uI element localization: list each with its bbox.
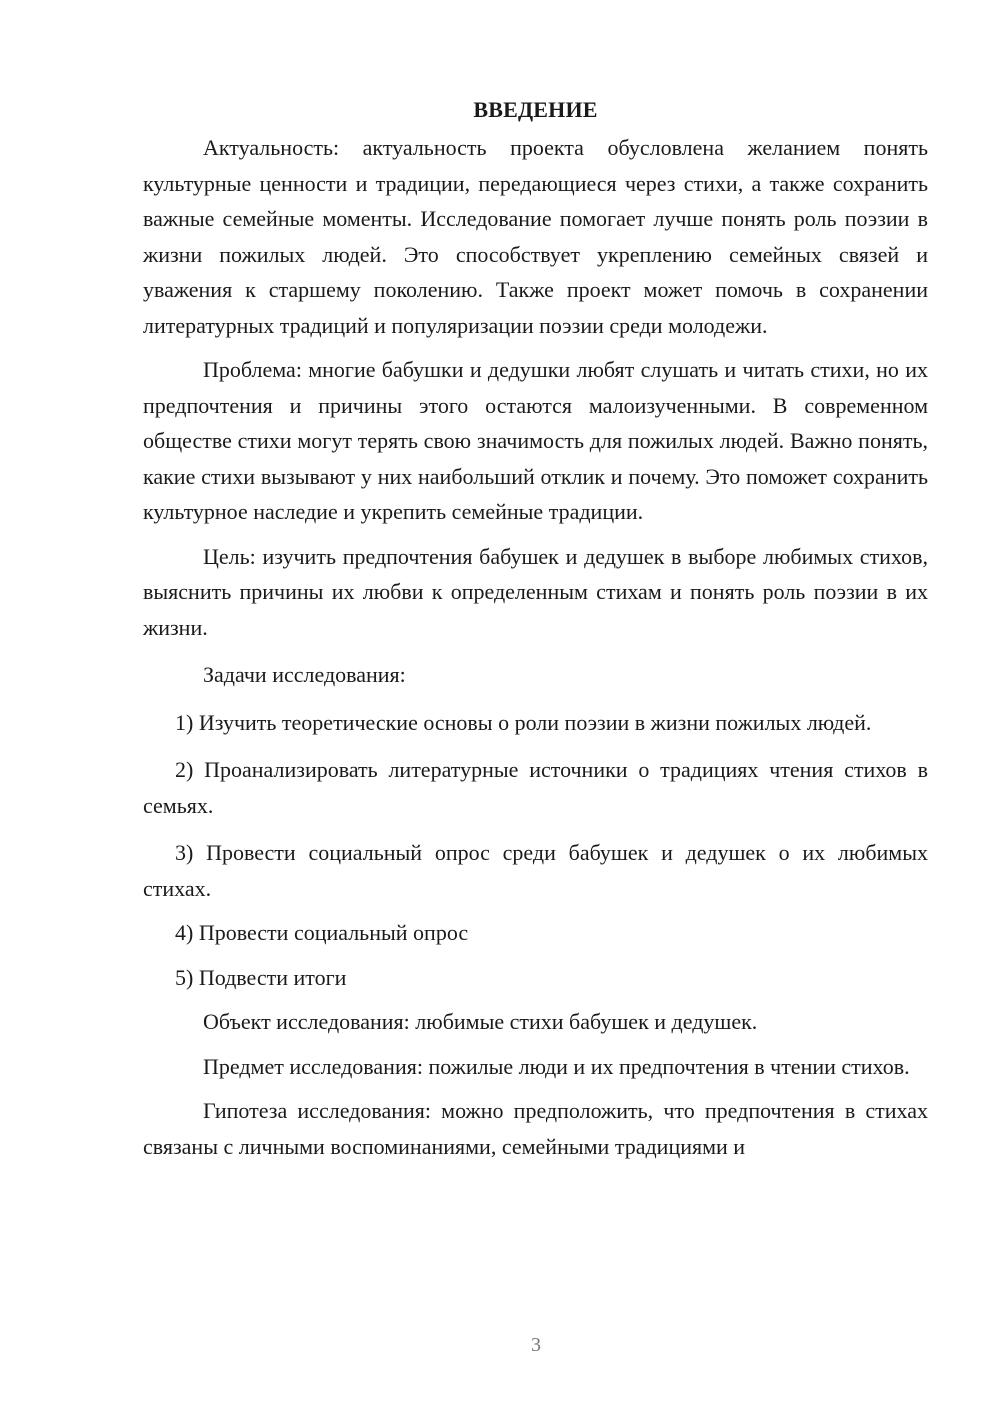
section-title: ВВЕДЕНИЕ (473, 97, 598, 122)
task-item-1: 1) Изучить теоретические основы о роли поэзии в жизни пожилых людей. (175, 709, 872, 735)
document-page (143, 92, 928, 1164)
page-number: 3 (531, 1334, 541, 1356)
object-paragraph: Объект исследования: любимые стихи бабушек и дедушек. (203, 1009, 758, 1034)
task-item-5: 5) Подвести итоги (175, 964, 347, 990)
task-item-4: 4) Провести социальный опрос (175, 920, 469, 945)
subject-paragraph: Предмет исследования: пожилые люди и их предпочтения в чтении стихов. (203, 1053, 910, 1079)
task-item-3: 3) Провести социальный опрос среди бабушек и дедушек о их любимых стихах. (143, 840, 928, 901)
tasks-heading: Задачи исследования: (203, 662, 406, 687)
hypothesis-paragraph: Гипотеза исследования: можно предположить, что предпочтения в стихах связаны с личными воспоминаниями, семейными традициями и (143, 1098, 928, 1159)
goal-paragraph: Цель: изучить предпочтения бабушек и дедушек в выборе любимых стихов, выяснить причины их любви к определенным стихам и понять роль поэзии в их жизни. (143, 543, 928, 640)
relevance-paragraph: Актуальность: актуальность проекта обусловлена желанием понять культурные ценности и традиции, передающиеся через стихи, а также сохранить важные семейные моменты. Исследование помогает лучше понять роль поэзии в жизни пожилых людей. Это способствует укреплению семейных связей и уважения к старшему поколению. Также проект может помочь в сохранении литературных традиций и популяризации поэзии среди молодежи. (143, 135, 928, 338)
problem-paragraph: Проблема: многие бабушки и дедушки любят слушать и читать стихи, но их предпочтения и причины этого остаются малоизученными. В современном обществе стихи могут терять свою значимость для пожилых людей. Важно понять, какие стихи вызывают у них наибольший отклик и почему. Это поможет сохранить культурное наследие и укрепить семейные традиции. (143, 357, 928, 524)
task-item-2: 2) Проанализировать литературные источники о традициях чтения стихов в семьях. (143, 757, 928, 818)
